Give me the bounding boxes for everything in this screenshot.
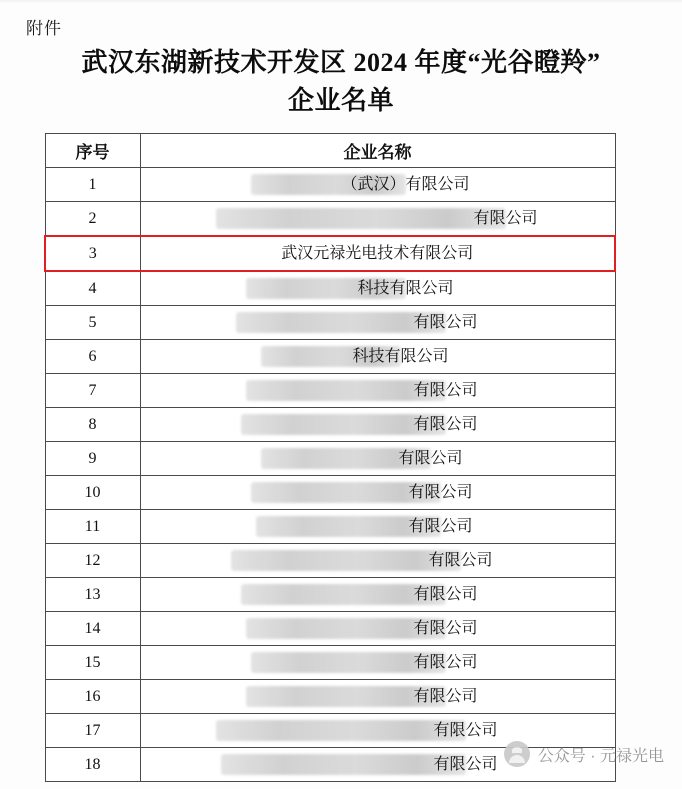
table-row bbox=[45, 578, 615, 612]
redaction-block bbox=[221, 754, 466, 775]
table-body bbox=[45, 168, 615, 782]
redaction-block bbox=[216, 208, 506, 229]
company-list-table bbox=[44, 133, 616, 782]
company-name-wrap bbox=[141, 272, 615, 305]
table-row bbox=[45, 168, 615, 202]
table-row bbox=[45, 202, 615, 237]
company-name-wrap bbox=[141, 202, 615, 235]
company-name-wrap bbox=[141, 510, 615, 543]
company-name-text: 有限公司 bbox=[413, 620, 478, 637]
company-name-text: 有限公司 bbox=[413, 314, 478, 331]
watermark bbox=[504, 741, 664, 767]
row-index-cell: 9 bbox=[45, 442, 140, 476]
company-name-cell bbox=[140, 646, 615, 680]
company-name-text: 有限公司 bbox=[413, 688, 478, 705]
company-name-cell bbox=[140, 578, 615, 612]
company-name-wrap bbox=[141, 340, 615, 373]
company-name-wrap bbox=[141, 408, 615, 441]
table-header-row bbox=[45, 134, 615, 168]
row-index-cell: 16 bbox=[45, 680, 140, 714]
company-name-text: 有限公司 bbox=[428, 552, 493, 569]
company-name-text: 科技有限公司 bbox=[357, 280, 454, 297]
company-name-wrap bbox=[141, 612, 615, 645]
row-index-cell: 10 bbox=[45, 476, 140, 510]
row-index-cell: 14 bbox=[45, 612, 140, 646]
row-index-cell: 1 bbox=[45, 168, 140, 202]
company-name-wrap bbox=[141, 168, 615, 201]
company-name-cell bbox=[140, 544, 615, 578]
company-name-text: 有限公司 bbox=[408, 484, 473, 501]
watermark-text: 公众号 · 元禄光电 bbox=[537, 747, 664, 765]
row-index-cell: 17 bbox=[45, 714, 140, 748]
company-name-cell bbox=[140, 271, 615, 306]
row-index-cell: 5 bbox=[45, 306, 140, 340]
row-index-cell: 7 bbox=[45, 374, 140, 408]
company-name-wrap bbox=[141, 374, 615, 407]
table-row bbox=[45, 442, 615, 476]
account-avatar-icon bbox=[504, 741, 530, 767]
page-top-edge bbox=[0, 0, 682, 4]
table-row bbox=[45, 646, 615, 680]
table-row bbox=[45, 510, 615, 544]
company-name-wrap bbox=[141, 680, 615, 713]
table-row bbox=[45, 680, 615, 714]
company-name-text: 有限公司 bbox=[398, 450, 463, 467]
company-name-cell bbox=[140, 680, 615, 714]
row-index-cell: 18 bbox=[45, 748, 140, 782]
row-index-cell: 12 bbox=[45, 544, 140, 578]
row-index-cell: 8 bbox=[45, 408, 140, 442]
row-index-cell: 2 bbox=[45, 202, 140, 237]
page-title bbox=[0, 0, 682, 119]
company-name-cell bbox=[140, 408, 615, 442]
table-row bbox=[45, 544, 615, 578]
redaction-block bbox=[231, 550, 461, 571]
company-name-wrap bbox=[141, 237, 615, 270]
table-row bbox=[45, 271, 615, 306]
table-row bbox=[45, 306, 615, 340]
redaction-block bbox=[216, 720, 466, 741]
company-name-wrap bbox=[141, 306, 615, 339]
company-name-text: 有限公司 bbox=[413, 654, 478, 671]
column-header-company-name: 企业名称 bbox=[140, 134, 615, 168]
company-name-text: （武汉）有限公司 bbox=[341, 176, 470, 193]
company-name-text: 有限公司 bbox=[473, 210, 538, 227]
company-name-text: 有限公司 bbox=[433, 722, 498, 739]
row-index-cell: 6 bbox=[45, 340, 140, 374]
table-row bbox=[45, 476, 615, 510]
company-name-cell bbox=[140, 510, 615, 544]
row-index-cell: 3 bbox=[45, 236, 140, 271]
table-row bbox=[45, 236, 615, 271]
table-row bbox=[45, 340, 615, 374]
company-name-cell bbox=[140, 476, 615, 510]
company-name-text: 有限公司 bbox=[433, 756, 498, 773]
company-name-cell bbox=[140, 306, 615, 340]
table-row bbox=[45, 374, 615, 408]
table-row bbox=[45, 612, 615, 646]
row-index-cell: 11 bbox=[45, 510, 140, 544]
company-name-text: 有限公司 bbox=[413, 382, 478, 399]
company-name-wrap bbox=[141, 442, 615, 475]
company-name-cell bbox=[140, 236, 615, 271]
company-name-text: 有限公司 bbox=[413, 416, 478, 433]
company-name-text: 科技有限公司 bbox=[352, 348, 449, 365]
company-name-wrap bbox=[141, 646, 615, 679]
attachment-label: 附件 bbox=[26, 19, 62, 38]
row-index-cell: 13 bbox=[45, 578, 140, 612]
company-name-cell bbox=[140, 442, 615, 476]
company-name-text: 有限公司 bbox=[408, 518, 473, 535]
company-name-cell bbox=[140, 202, 615, 237]
company-name-cell bbox=[140, 612, 615, 646]
company-name-wrap bbox=[141, 544, 615, 577]
company-name-text: 有限公司 bbox=[413, 586, 478, 603]
company-name-text: 武汉元禄光电技术有限公司 bbox=[281, 245, 474, 262]
company-name-cell bbox=[140, 168, 615, 202]
page-title-line-1: 武汉东湖新技术开发区 2024 年度“光谷瞪羚” bbox=[81, 48, 601, 77]
company-name-cell bbox=[140, 374, 615, 408]
table-row bbox=[45, 408, 615, 442]
row-index-cell: 4 bbox=[45, 271, 140, 306]
company-name-wrap bbox=[141, 476, 615, 509]
column-header-index: 序号 bbox=[45, 134, 140, 168]
company-name-cell bbox=[140, 340, 615, 374]
company-name-wrap bbox=[141, 578, 615, 611]
row-index-cell: 15 bbox=[45, 646, 140, 680]
page-title-line-2: 企业名单 bbox=[287, 85, 394, 115]
